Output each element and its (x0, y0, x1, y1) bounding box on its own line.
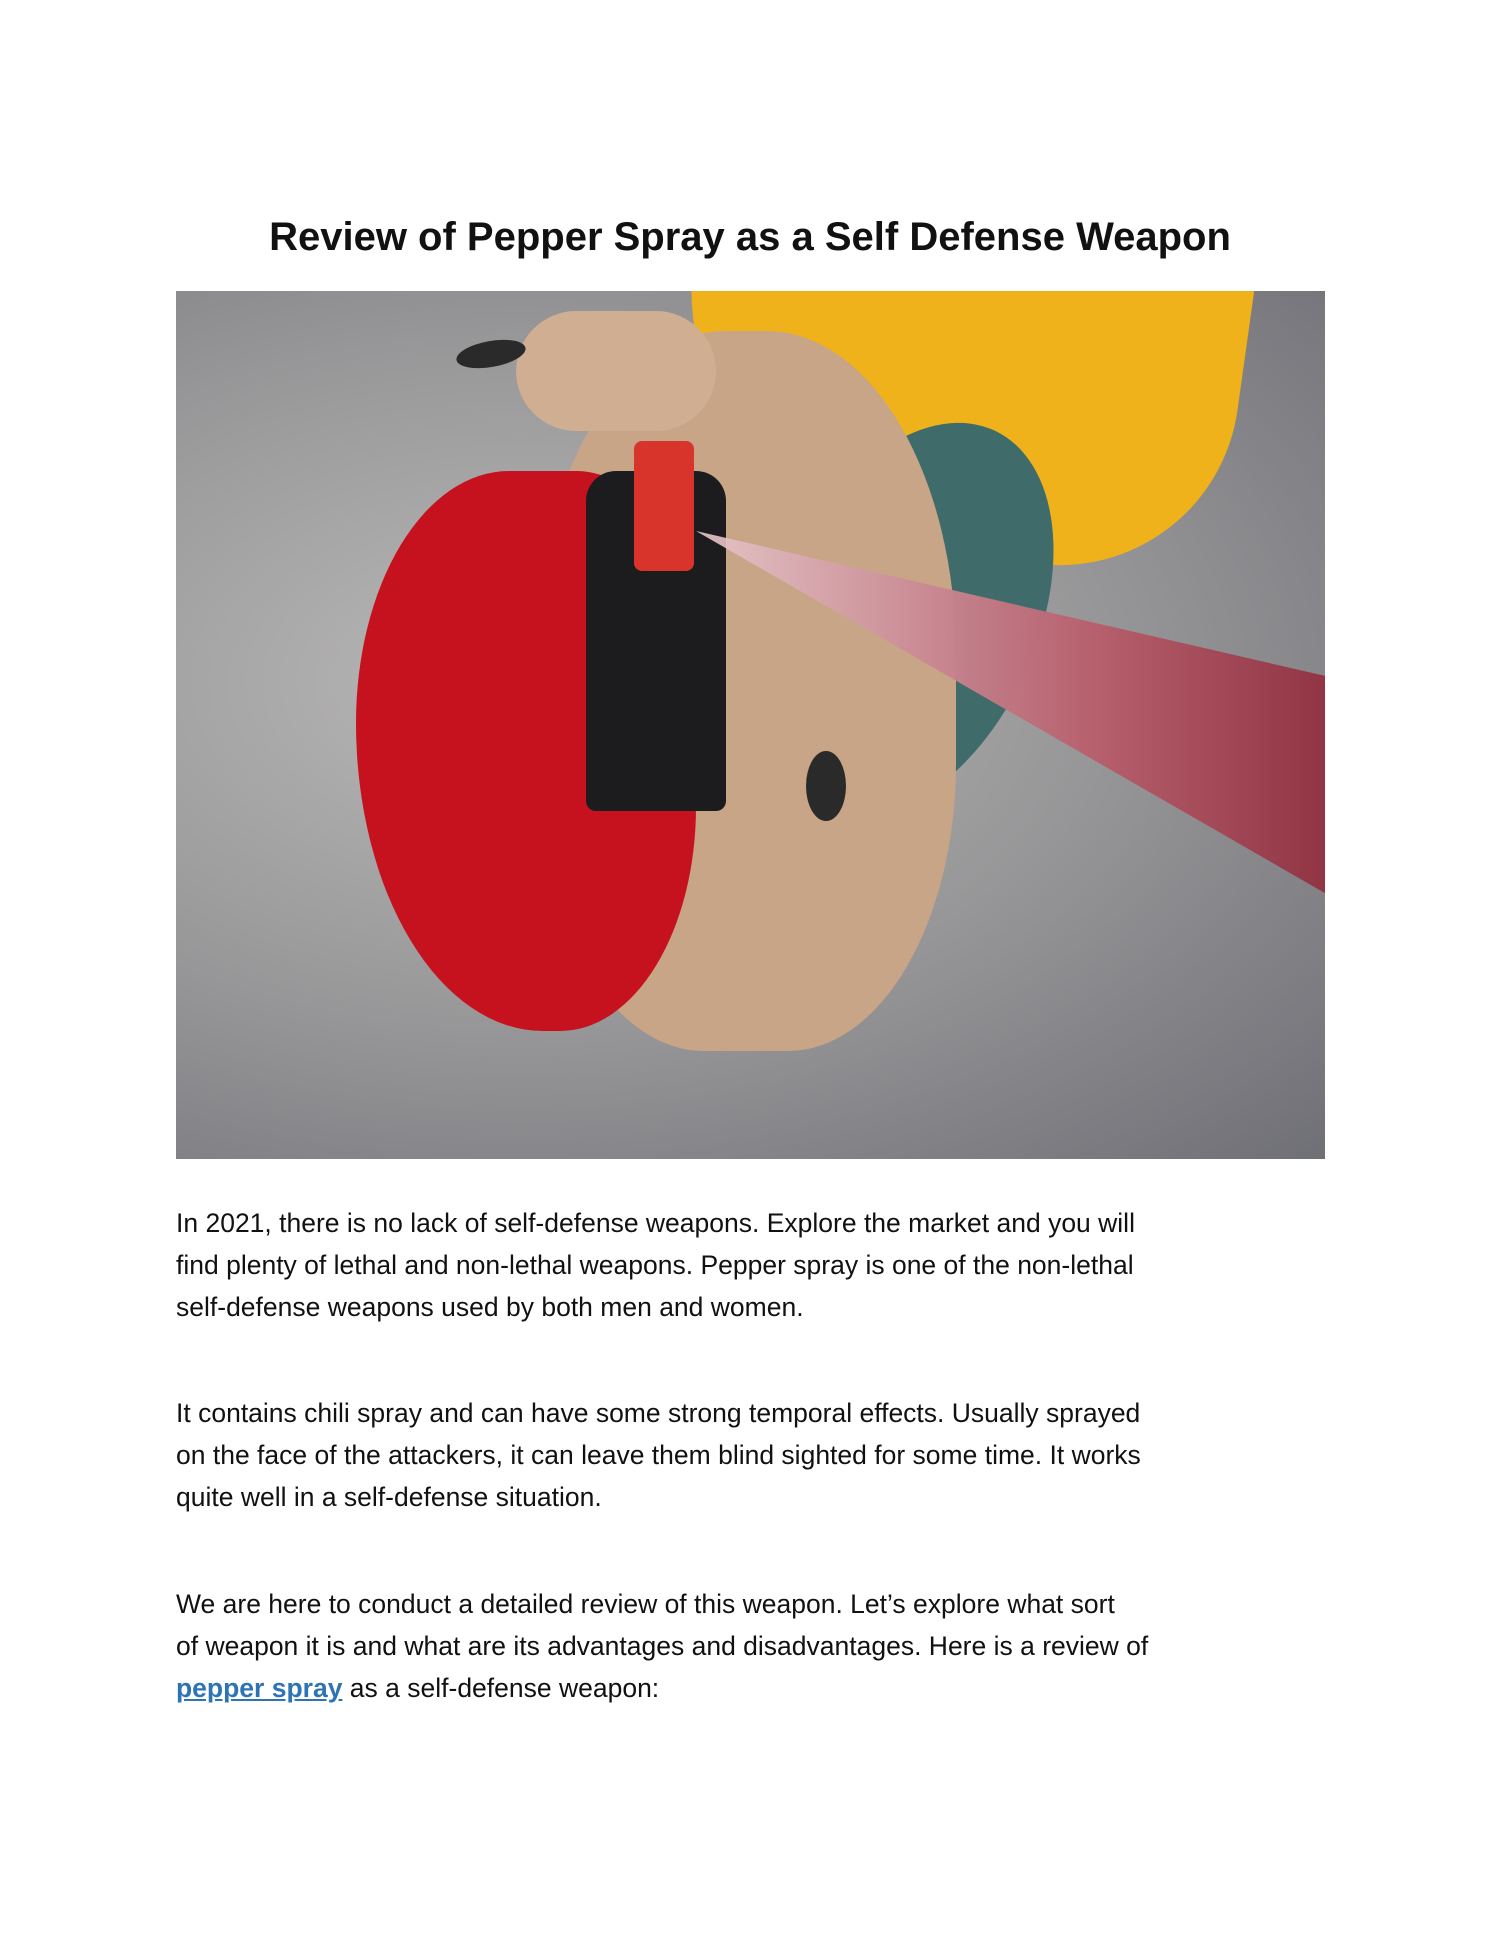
document-title: Review of Pepper Spray as a Self Defense Weapon (269, 214, 1231, 259)
text-line: of weapon it is and what are its advantages and disadvantages. Here is a review of (176, 1631, 1149, 1661)
text-line: We are here to conduct a detailed review of this weapon. Let’s explore what sort (176, 1589, 1115, 1619)
text-line: self-defense weapons used by both men and women. (176, 1292, 804, 1322)
text-line: on the face of the attackers, it can leave them blind sighted for some time. It works (176, 1440, 1141, 1470)
spray-nozzle (634, 441, 694, 571)
text-line: find plenty of lethal and non-lethal weapons. Pepper spray is one of the non-lethal (176, 1250, 1134, 1280)
paragraph-2 (176, 1392, 1336, 1518)
text-line: In 2021, there is no lack of self-defense weapons. Explore the market and you will (176, 1208, 1135, 1238)
text-line (176, 1667, 1336, 1709)
text-line: It contains chili spray and can have some strong temporal effects. Usually sprayed (176, 1398, 1141, 1428)
paragraph-1 (176, 1202, 1336, 1328)
pepper-spray-link[interactable]: pepper spray (176, 1673, 343, 1703)
thumb (516, 311, 716, 431)
pepper-spray-photo (176, 291, 1325, 1159)
text-after-link: as a self-defense weapon: (342, 1673, 660, 1703)
text-line: quite well in a self-defense situation. (176, 1482, 602, 1512)
paragraph-3 (176, 1583, 1336, 1709)
finger-nail (806, 751, 846, 821)
